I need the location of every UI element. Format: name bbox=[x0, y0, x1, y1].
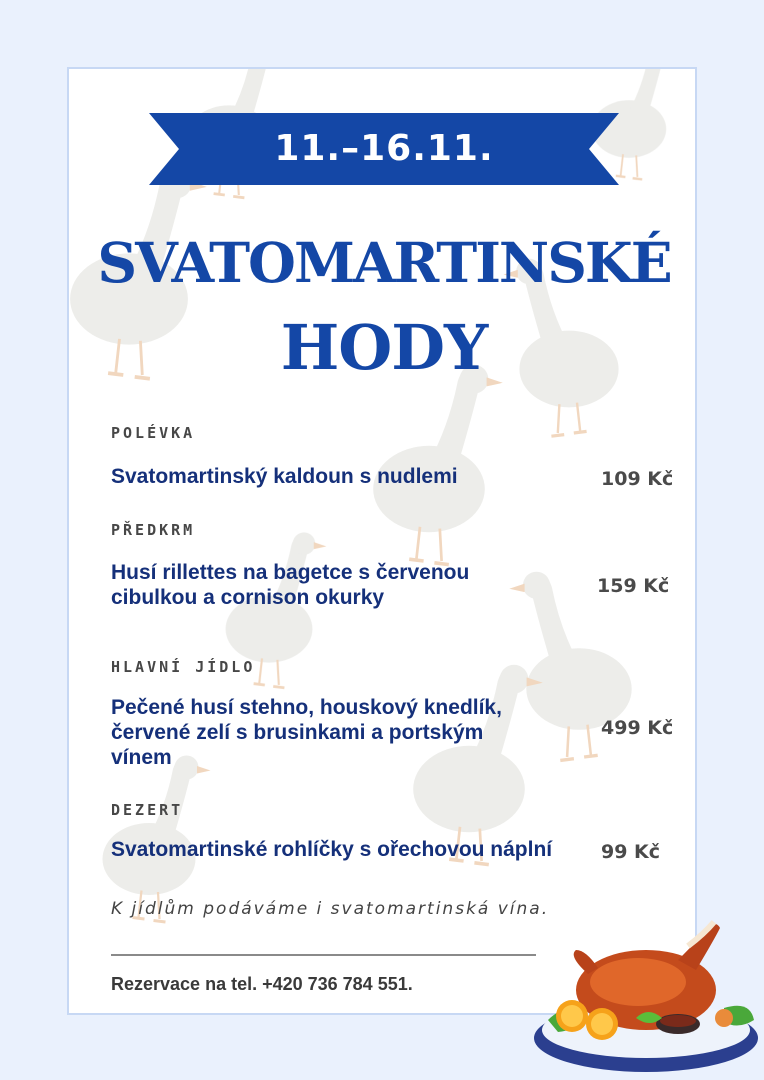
goose-pattern-illustration bbox=[69, 69, 697, 1015]
section-label-starter: PŘEDKRM bbox=[111, 521, 196, 539]
roast-goose-dish-illustration bbox=[528, 920, 764, 1080]
section-label-dessert: DEZERT bbox=[111, 801, 184, 819]
menu-item-main: Pečené husí stehno, houskový knedlík, červené zelí s brusinkami a portským vínem bbox=[111, 696, 502, 769]
menu-item-soup: Svatomartinský kaldoun s nudlemi bbox=[111, 465, 458, 488]
date-banner bbox=[149, 113, 619, 185]
menu-item-starter: Husí rillettes na bagetce s červenou cibulkou a cornison okurky bbox=[111, 561, 470, 609]
page-title-line1: SVATOMARTINSKÉ bbox=[97, 230, 671, 295]
section-label-soup: POLÉVKA bbox=[111, 424, 196, 442]
reservation-contact: Rezervace na tel. +420 736 784 551. bbox=[111, 974, 413, 994]
wine-note: K jídlům podáváme i svatomartinská vína. bbox=[111, 899, 550, 919]
menu-price-soup: 109 Kč bbox=[601, 468, 674, 490]
menu-price-main: 499 Kč bbox=[601, 717, 674, 739]
banner-dates: 11.–16.11. bbox=[274, 128, 494, 169]
divider bbox=[111, 954, 536, 956]
menu-item-dessert: Svatomartinské rohlíčky s ořechovou náplní bbox=[111, 838, 553, 861]
section-label-main: HLAVNÍ JÍDLO bbox=[111, 658, 256, 676]
menu-price-dessert: 99 Kč bbox=[601, 841, 661, 863]
menu-price-starter: 159 Kč bbox=[597, 575, 670, 597]
page-title-line2: HODY bbox=[280, 311, 488, 384]
menu-card bbox=[67, 67, 697, 1015]
